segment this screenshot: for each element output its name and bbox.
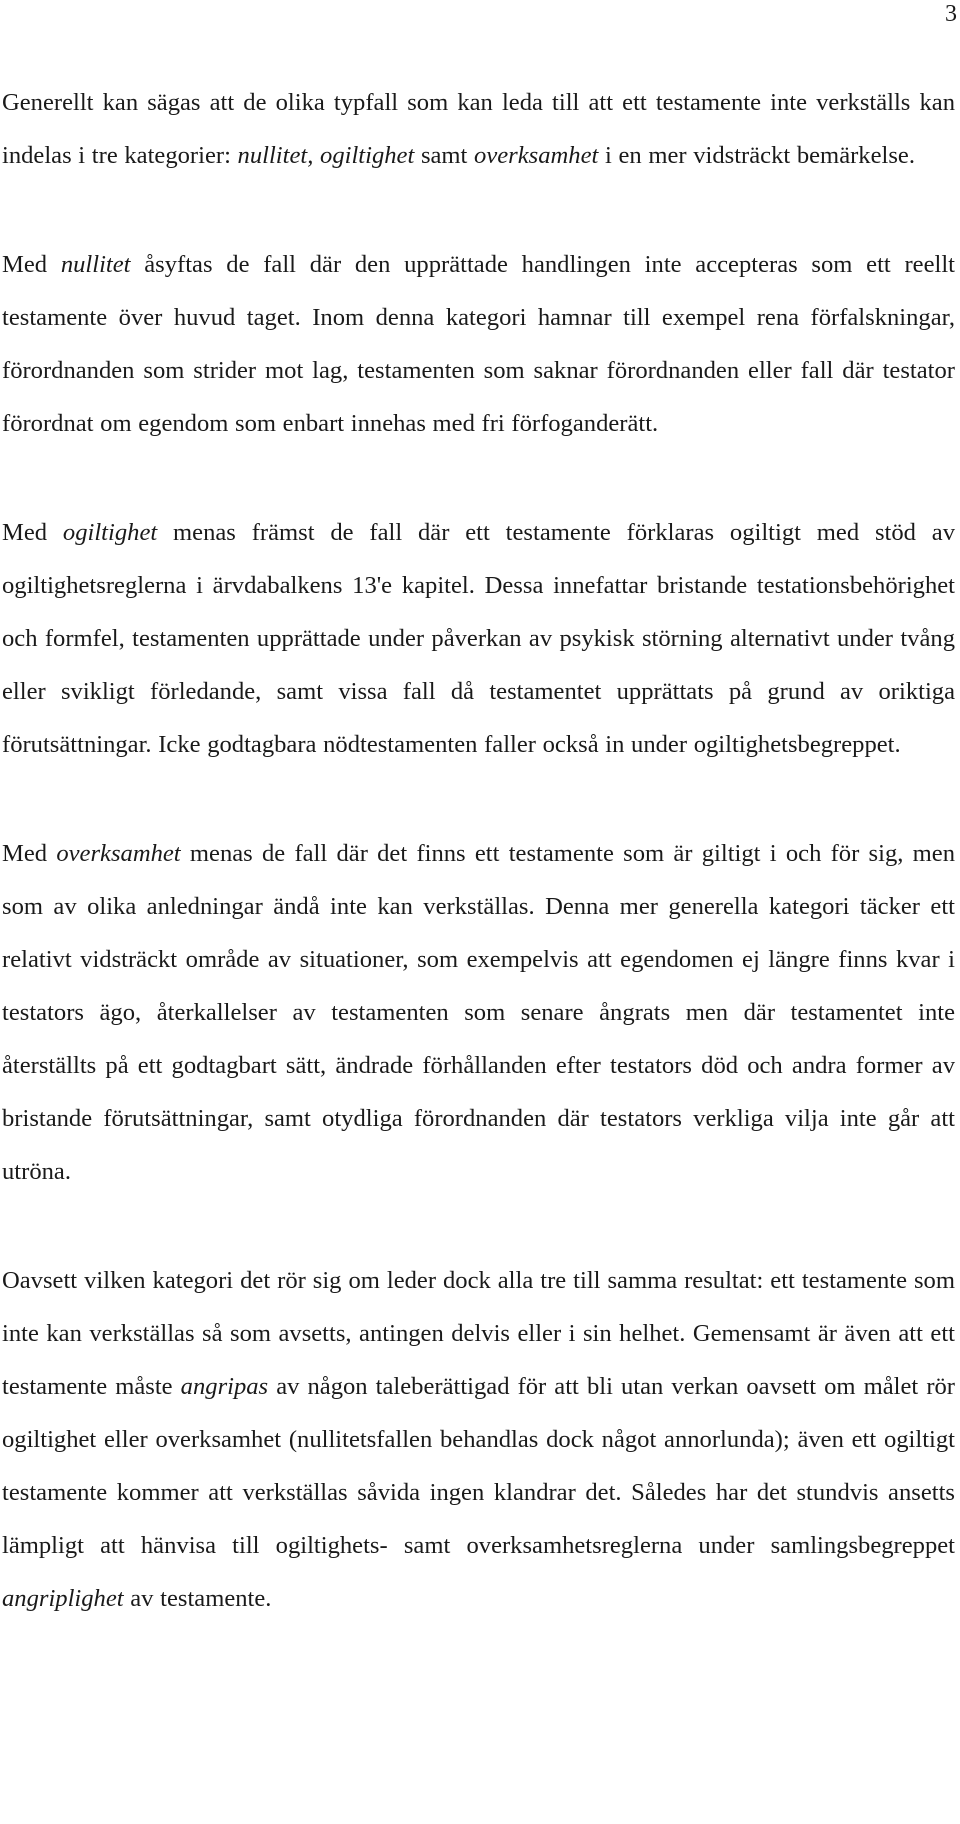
text-segment: Med (2, 840, 57, 867)
text-segment: Generellt kan sägas att de olika typfall som kan leda till att ett testamente inte verkställs kan indelas i tre kategorier: (2, 89, 955, 169)
emphasis-term: overksamhet (56, 840, 181, 867)
emphasis-term: angriplighet (2, 1585, 124, 1612)
emphasis-term: overksamhet (474, 142, 599, 169)
paragraph-ogiltighet (2, 506, 955, 771)
paragraph-intro (2, 76, 955, 182)
text-segment: Med (2, 519, 63, 546)
emphasis-term: angripas (180, 1373, 269, 1400)
emphasis-term: nullitet (60, 251, 131, 278)
text-segment: menas de fall där det finns ett testamente som är giltigt i och för sig, men som av olika anledningar ändå inte kan verkställas. Denna mer generella kategori täcker ett relativt vidsträckt område av situationer, som exempelvis att egendomen ej längre finns kvar i testators ägo, återkallelser av testamenten som senare ångrats men där testamentet inte återställts på ett godtagbart sätt, ändrade förhållanden efter testators död och andra former av bristande förutsättningar, samt otydliga förordnanden där testators verkliga vilja inte går att utröna. (2, 840, 956, 1185)
text-segment: i en mer vidsträckt bemärkelse. (598, 142, 915, 169)
text-segment: Oavsett vilken kategori det rör sig om leder dock alla tre till samma resultat: ett testamente som inte kan verkställas så som avsetts, antingen delvis eller i sin helhet. Gemensamt är även att ett testamente måste (2, 1267, 955, 1400)
text-segment: åsyftas de fall där den upprättade handlingen inte accepteras som ett reellt testamente över huvud taget. Inom denna kategori hamnar till exempel rena förfalskningar, förordnanden som strider mot lag, testamenten som saknar förordnanden eller fall där testator förordnat om egendom som enbart innehas med fri förfoganderätt. (2, 251, 956, 437)
text-segment: Med (2, 251, 61, 278)
emphasis-term: nullitet, ogiltighet (237, 142, 415, 169)
emphasis-term: ogiltighet (62, 519, 158, 546)
paragraph-nullitet (2, 238, 955, 450)
paragraph-conclusion (2, 1254, 955, 1625)
text-segment: av någon taleberättigad för att bli utan verkan oavsett om målet rör ogiltighet eller overksamhet (nullitetsfallen behandlas dock något annorlunda); även ett ogiltigt testamente kommer att verkställas såvida ingen klandrar det. Således har det stundvis ansetts lämpligt att hänvisa till ogiltighets- samt overksamhetsreglerna under samlingsbegreppet (2, 1373, 955, 1559)
page-number: 3 (945, 1, 957, 27)
paragraph-overksamhet (2, 827, 955, 1198)
document-body (2, 76, 955, 1625)
text-segment: menas främst de fall där ett testamente förklaras ogiltigt med stöd av ogiltighetsreglerna i ärvdabalkens 13'e kapitel. Dessa innefattar bristande testationsbehörighet och formfel, testamenten upprättade under påverkan av psykisk störning alternativt under tvång eller svikligt förledande, samt vissa fall då testamentet upprättats på grund av oriktiga förutsättningar. Icke godtagbara nödtestamenten faller också in under ogiltighetsbegreppet. (2, 519, 956, 758)
text-segment: samt (414, 142, 475, 169)
text-segment: av testamente. (123, 1585, 272, 1612)
